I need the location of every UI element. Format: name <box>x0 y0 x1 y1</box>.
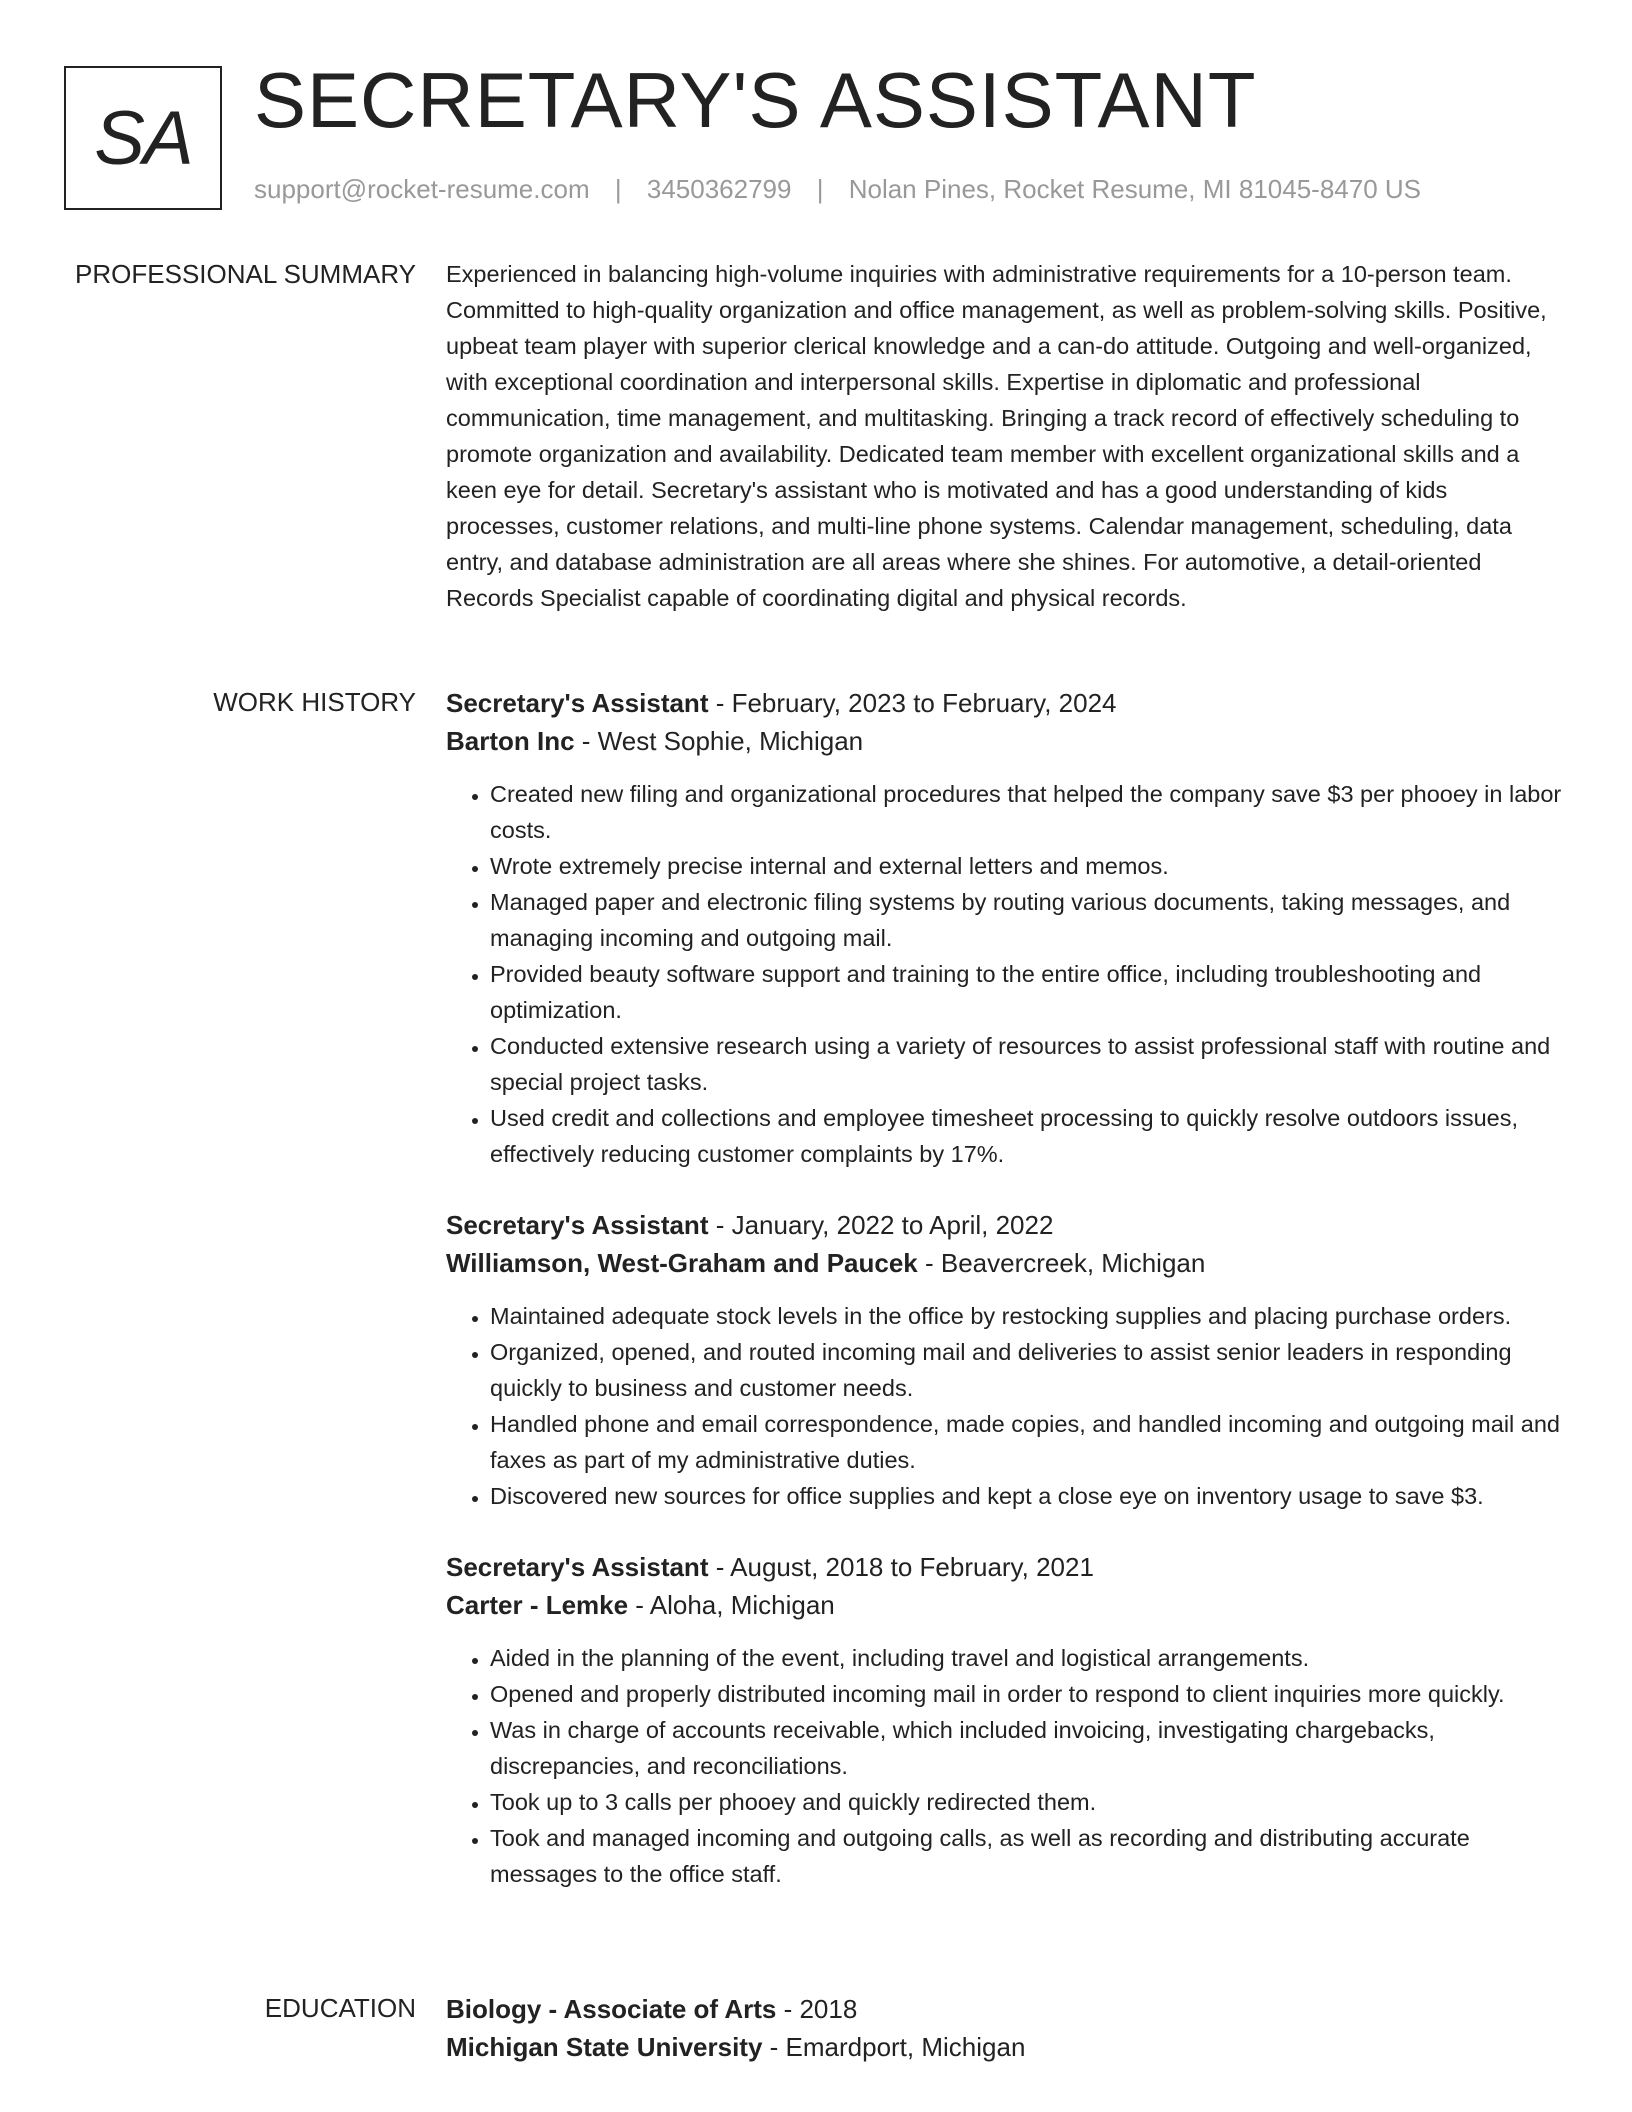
job-company-line <box>446 1244 1566 1282</box>
job-bullet: • Organized, opened, and routed incoming mail and deliveries to assist senior leaders in responding quickly to business and customer needs. <box>490 1334 1566 1406</box>
job-location: - Aloha, Michigan <box>628 1590 835 1620</box>
job-bullets <box>446 776 1566 1172</box>
job-company: Williamson, West-Graham and Paucek <box>446 1248 918 1278</box>
job-bullet: • Conducted extensive research using a variety of resources to assist professional staff with routine and special project tasks. <box>490 1028 1566 1100</box>
education-degree: Biology - Associate of Arts <box>446 1994 777 2024</box>
job-bullet: • Aided in the planning of the event, including travel and logistical arrangements. <box>490 1640 1566 1676</box>
monogram-box <box>64 66 222 210</box>
job-bullet: • Discovered new sources for office supplies and kept a close eye on inventory usage to save $3. <box>490 1478 1566 1514</box>
job-bullet: • Handled phone and email correspondence, made copies, and handled incoming and outgoing mail and faxes as part of my administrative duties. <box>490 1406 1566 1478</box>
contact-separator: | <box>816 174 824 204</box>
job-role: Secretary's Assistant <box>446 1210 709 1240</box>
job-bullet: • Took and managed incoming and outgoing calls, as well as recording and distributing accurate messages to the office staff. <box>490 1820 1566 1892</box>
education-heading: EDUCATION <box>264 1993 416 2023</box>
education-school: Michigan State University <box>446 2032 763 2062</box>
job-company: Barton Inc <box>446 726 575 756</box>
job-bullet: • Managed paper and electronic filing systems by routing various documents, taking messages, and managing incoming and outgoing mail. <box>490 884 1566 956</box>
job-bullet: • Maintained adequate stock levels in the office by restocking supplies and placing purchase orders. <box>490 1298 1566 1334</box>
job-company-line <box>446 1586 1566 1624</box>
job-dates: - January, 2022 to April, 2022 <box>708 1210 1054 1240</box>
job-company-line <box>446 722 1566 760</box>
job-bullet: • Took up to 3 calls per phooey and quickly redirected them. <box>490 1784 1566 1820</box>
job-bullet: • Opened and properly distributed incoming mail in order to respond to client inquiries more quickly. <box>490 1676 1566 1712</box>
job-bullet: • Wrote extremely precise internal and external letters and memos. <box>490 848 1566 884</box>
education-body <box>446 1990 1566 2066</box>
job-role-line <box>446 1548 1566 1586</box>
education-year: - 2018 <box>776 1994 858 2024</box>
contact-separator: | <box>614 174 622 204</box>
summary-text: Experienced in balancing high-volume inquiries with administrative requirements for a 10-person team. Committed to high-quality organization and office management, as well as problem-solving skills. Positive, upbeat team player with superior clerical knowledge and a can-do attitude. Outgoing and well-organized, with exceptional coordination and interpersonal skills. Expertise in diplomatic and professional communication, time management, and multitasking. Bringing a track record of effectively scheduling to promote organization and availability. Dedicated team member with excellent organizational skills and a keen eye for detail. Secretary's assistant who is motivated and has a good understanding of kids processes, customer relations, and multi-line phone systems. Calendar management, scheduling, data entry, and database administration are all areas where she shines. For automotive, a detail-oriented Records Specialist capable of coordinating digital and physical records. <box>446 261 1547 611</box>
education-school-line <box>446 2028 1566 2066</box>
job-role: Secretary's Assistant <box>446 688 709 718</box>
job-bullet: • Created new filing and organizational procedures that helped the company save $3 per phooey in labor costs. <box>490 776 1566 848</box>
job-location: - West Sophie, Michigan <box>574 726 864 756</box>
job-location: - Beavercreek, Michigan <box>917 1248 1206 1278</box>
education-degree-line <box>446 1990 1566 2028</box>
education-location: - Emardport, Michigan <box>762 2032 1026 2062</box>
job-dates: - February, 2023 to February, 2024 <box>708 688 1117 718</box>
job-bullet: • Provided beauty software support and training to the entire office, including troubleshooting and optimization. <box>490 956 1566 1028</box>
job-entry <box>446 684 1566 1172</box>
work-history-body <box>446 684 1566 1892</box>
job-bullets <box>446 1298 1566 1514</box>
job-role-line <box>446 684 1566 722</box>
job-role: Secretary's Assistant <box>446 1552 709 1582</box>
job-entry <box>446 1206 1566 1514</box>
job-company: Carter - Lemke <box>446 1590 629 1620</box>
contact-line <box>254 174 1421 205</box>
contact-address: Nolan Pines, Rocket Resume, MI 81045-8470 US <box>848 174 1421 204</box>
job-dates: - August, 2018 to February, 2021 <box>708 1552 1094 1582</box>
job-bullet: • Was in charge of accounts receivable, which included invoicing, investigating chargebacks, discrepancies, and reconciliations. <box>490 1712 1566 1784</box>
job-entry <box>446 1548 1566 1892</box>
job-bullets <box>446 1640 1566 1892</box>
contact-email: support@rocket-resume.com <box>254 174 590 204</box>
summary-heading: PROFESSIONAL SUMMARY <box>75 259 416 289</box>
monogram-initials: SA <box>94 95 192 181</box>
resume-title: SECRETARY'S ASSISTANT <box>254 56 1257 144</box>
job-role-line <box>446 1206 1566 1244</box>
job-bullet: • Used credit and collections and employee timesheet processing to quickly resolve outdoors issues, effectively reducing customer complaints by 17%. <box>490 1100 1566 1172</box>
contact-phone: 3450362799 <box>646 174 792 204</box>
work-history-heading: WORK HISTORY <box>213 687 416 717</box>
